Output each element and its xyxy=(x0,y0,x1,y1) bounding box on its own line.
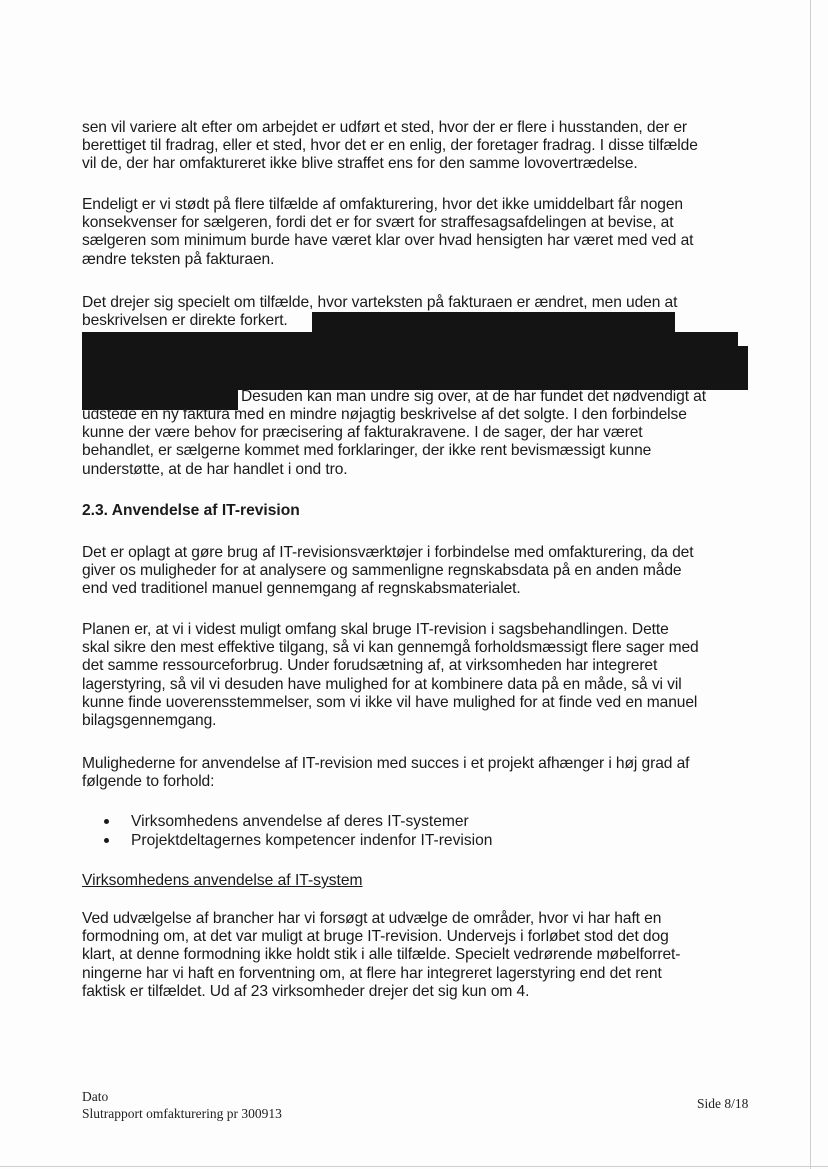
paragraph-line: Ved udvælgelse af brancher har vi forsøgt at udvælge de områder, hvor vi har haft en xyxy=(82,910,662,927)
section-heading: 2.3. Anvendelse af IT-revision xyxy=(82,502,300,519)
paragraph-line: ningerne har vi haft en forventning om, at flere har integreret lagerstyring end det rent xyxy=(82,964,662,982)
redaction-block xyxy=(312,312,675,332)
bullet-icon xyxy=(104,819,109,824)
redaction-block xyxy=(82,332,738,390)
paragraph-2 xyxy=(82,196,754,269)
paragraph-line: Mulighederne for anvendelse af IT-revision med succes i et projekt afhænger i høj grad af xyxy=(82,755,690,772)
paragraph-line: formodning om, at det var muligt at bruge IT-revision. Undervejs i forløbet stod det dog xyxy=(82,928,669,946)
paragraph-line: faktisk er tilfældet. Ud af 23 virksomheder drejer det sig kun om 4. xyxy=(82,982,530,1000)
paragraph-line: Desuden kan man undre sig over, at de har fundet det nødvendigt at xyxy=(241,388,706,405)
footer-left xyxy=(82,1088,282,1122)
paragraph-line: det samme ressourceforbrug. Under forudsætning af, at virksomheden har integreret xyxy=(82,657,658,675)
paragraph-line: giver os muligheder for at analysere og sammenligne regnskabsdata på en anden måde xyxy=(82,562,682,580)
paragraph-line: end ved traditionel manuel gennemgang af regnskabsmaterialet. xyxy=(82,580,521,598)
footer-report-title: Slutrapport omfakturering pr 300913 xyxy=(82,1106,282,1121)
bullet-list xyxy=(104,812,492,850)
bullet-icon xyxy=(104,838,109,843)
paragraph-line: Planen er, at vi i videst muligt omfang skal bruge IT-revision i sagsbehandlingen. Dette xyxy=(82,621,669,638)
paragraph-line: sen vil variere alt efter om arbejdet er udført et sted, hvor der er flere i husstanden, der er xyxy=(82,119,688,136)
paragraph-line: følgende to forhold: xyxy=(82,773,215,791)
paragraph-line: Endeligt er vi stødt på flere tilfælde af omfakturering, hvor det ikke umiddelbart får nogen xyxy=(82,196,683,213)
list-item xyxy=(104,812,492,831)
section-paragraph-2 xyxy=(82,621,754,730)
final-paragraph xyxy=(82,910,754,1001)
scan-edge-line xyxy=(810,0,811,1169)
paragraph-line: beskrivelsen er direkte forkert. xyxy=(82,312,288,330)
list-item-text: Virksomhedens anvendelse af deres IT-systemer xyxy=(131,813,469,830)
paragraph-line: berettiget til fradrag, eller et sted, hvor det er en enlig, der foretager fradrag. I disse tilfælde xyxy=(82,137,698,155)
paragraph-line: vil de, der har omfaktureret ikke blive straffet ens for den samme lovovertrædelse. xyxy=(82,155,638,173)
paragraph-line: Det drejer sig specielt om tilfælde, hvor varteksten på fakturaen er ændret, men uden at xyxy=(82,294,678,311)
list-item xyxy=(104,831,492,850)
section-paragraph-3 xyxy=(82,755,754,791)
paragraph-line: konsekvenser for sælgeren, fordi det er for svært for straffesagsafdelingen at bevise, at xyxy=(82,214,674,232)
paragraph-line: kunne der være behov for præcisering af fakturakravene. I de sager, der har været xyxy=(82,424,643,442)
paragraph-line: bilagsgennemgang. xyxy=(82,712,217,730)
scan-edge-line xyxy=(0,1166,828,1167)
footer-page-number: Side 8/18 xyxy=(697,1096,749,1111)
paragraph-line: Det er oplagt at gøre brug af IT-revisionsværktøjer i forbindelse med omfakturering, da det xyxy=(82,544,694,561)
footer-date-label: Dato xyxy=(82,1089,109,1104)
paragraph-line: lagerstyring, så vil vi desuden have mulighed for at kombinere data på en måde, så vi vil xyxy=(82,675,682,693)
paragraph-line: behandlet, er sælgerne kommet med forklaringer, der ikke rent bevismæssigt kunne xyxy=(82,442,652,460)
paragraph-line: understøtte, at de har handlet i ond tro. xyxy=(82,460,348,478)
paragraph-line: skal sikre den mest effektive tilgang, så vi kan gennemgå forholdsmæssigt flere sager med xyxy=(82,639,699,657)
paragraph-4 xyxy=(82,406,754,479)
subheading: Virksomhedens anvendelse af IT-system xyxy=(82,872,363,889)
paragraph-line: kunne finde uoverensstemmelser, som vi ikke vil have mulighed for at finde ved en manuel xyxy=(82,693,698,711)
paragraph-1 xyxy=(82,119,754,174)
section-paragraph-1 xyxy=(82,544,754,599)
paragraph-line: ændre teksten på fakturaen. xyxy=(82,250,275,268)
list-item-text: Projektdeltagernes kompetencer indenfor IT-revision xyxy=(131,832,493,849)
paragraph-continuation xyxy=(241,388,761,406)
redaction-block xyxy=(738,346,748,390)
paragraph-line: sælgeren som minimum burde have været klar over hvad hensigten har været med ved at xyxy=(82,232,694,250)
paragraph-line: klart, at denne formodning ikke holdt stik i alle tilfælde. Specielt vedrørende møbelforret- xyxy=(82,946,681,964)
paragraph-line: udstede en ny faktura med en mindre nøjagtig beskrivelse af det solgte. I den forbindelse xyxy=(82,406,687,423)
